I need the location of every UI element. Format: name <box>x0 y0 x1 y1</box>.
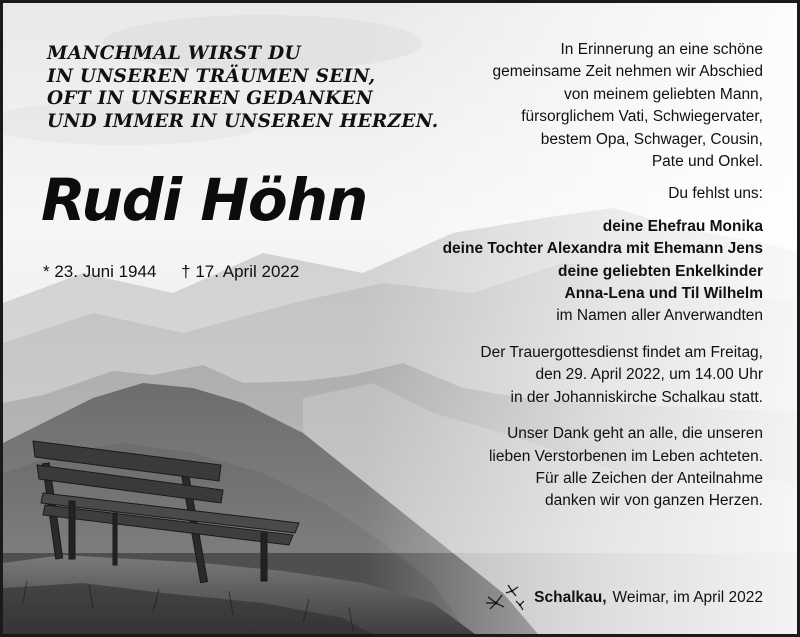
thanks-block <box>403 423 763 513</box>
service-line: Der Trauergottesdienst findet am Freitag, <box>480 343 763 361</box>
closing-date: Weimar, im April 2022 <box>612 589 763 606</box>
mourner-name: deine Tochter Alexandra mit Ehemann Jens <box>442 240 763 258</box>
intro-line: In Erinnerung an eine schöne <box>560 41 763 58</box>
mourners-heading: Du fehlst uns: <box>668 185 763 203</box>
motto-line: MANCHMAL WIRST DU <box>47 43 301 64</box>
mourner-name: Anna-Lena und Til Wilhelm <box>564 285 763 303</box>
notice-text <box>403 39 763 513</box>
motto-line: UND IMMER IN UNSEREN HERZEN. <box>47 110 439 132</box>
closing-place: Schalkau, <box>534 589 607 606</box>
motto-line: OFT IN UNSEREN GEDANKEN <box>47 88 373 109</box>
thanks-line: Unser Dank geht an alle, die unseren <box>507 425 763 443</box>
life-dates <box>43 261 299 283</box>
mourner-name: deine Ehefrau Monika <box>602 217 763 235</box>
intro-line: Pate und Onkel. <box>651 153 763 171</box>
service-line: in der Johanniskirche Schalkau statt. <box>510 388 763 406</box>
intro-line: gemeinsame Zeit nehmen wir Abschied <box>492 63 763 81</box>
death-date: † 17. April 2022 <box>181 262 300 281</box>
service-block <box>403 342 763 409</box>
closing-line <box>482 583 763 613</box>
thanks-line: Für alle Zeichen der Anteilnahme <box>535 469 763 487</box>
dandelion-icon <box>482 583 528 613</box>
intro-block <box>403 39 763 173</box>
deceased-name: Rudi Höhn <box>41 166 368 234</box>
intro-line: bestem Opa, Schwager, Cousin, <box>540 130 763 148</box>
motto-line: IN UNSEREN TRÄUMEN SEIN, <box>47 65 376 87</box>
mourners-footer: im Namen aller Anverwandten <box>556 307 763 325</box>
thanks-line: lieben Verstorbenen im Leben achteten. <box>488 447 763 465</box>
memorial-motto <box>47 43 437 133</box>
intro-line: von meinem geliebten Mann, <box>563 85 763 103</box>
intro-line: fürsorglichem Vati, Schwiegervater, <box>521 108 763 126</box>
mourner-name: deine geliebten Enkelkinder <box>557 262 763 280</box>
mourners-block <box>403 183 763 327</box>
thanks-line: danken wir von ganzen Herzen. <box>545 492 763 510</box>
service-line: den 29. April 2022, um 14.00 Uhr <box>535 366 763 384</box>
birth-date: * 23. Juni 1944 <box>43 262 157 281</box>
